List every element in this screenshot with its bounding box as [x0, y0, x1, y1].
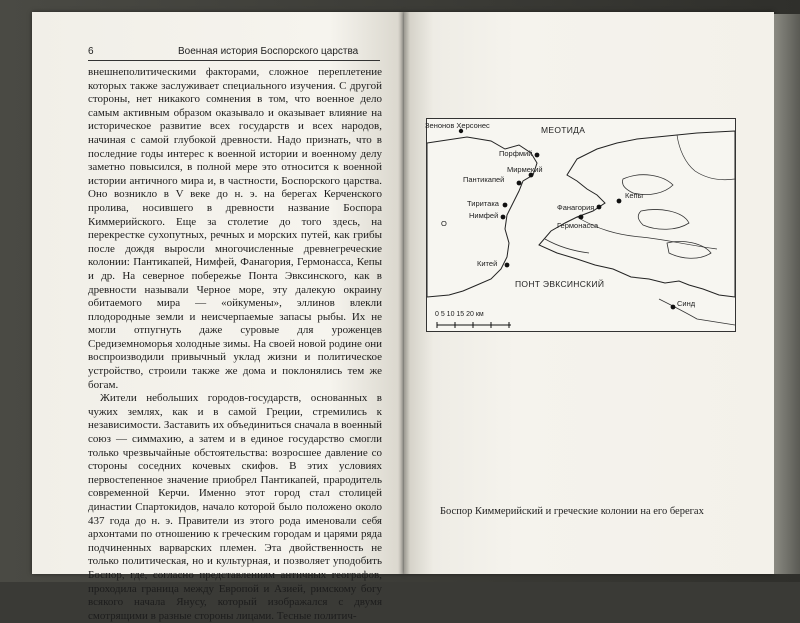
taman-peninsula-land: [539, 131, 735, 297]
city-dot-sind: [671, 305, 676, 310]
running-head: [88, 46, 380, 61]
body-text: [88, 66, 382, 623]
scale-label: 0 5 10 15 20 км: [435, 311, 484, 318]
book-gutter: [398, 12, 410, 574]
label-pantikapey: Пантикапей: [463, 175, 505, 184]
city-dot-porfmiy: [535, 153, 540, 158]
city-dot-pantikapey: [517, 181, 522, 186]
label-mirmekiy: Мирмекий: [507, 165, 543, 174]
city-dot-fanagoriya: [597, 205, 602, 210]
label-kitey: Китей: [477, 259, 498, 268]
city-dot-germonassa: [579, 215, 584, 220]
label-meotida: МЕОТИДА: [541, 125, 586, 135]
label-germonassa: Гермонасса: [557, 221, 599, 230]
label-sind: Синд: [677, 299, 696, 308]
label-tiritaka: Тиритака: [467, 199, 499, 208]
map: [426, 118, 736, 332]
sind-coast: [659, 299, 735, 325]
map-caption: Боспор Киммерийский и греческие колонии на его берегах: [440, 506, 704, 517]
page-edge-shadow: [774, 14, 800, 574]
label-pont: ПОНТ ЭВКСИНСКИЙ: [515, 279, 605, 289]
page-number: 6: [88, 46, 94, 57]
label-nimfey: Нимфей: [469, 211, 499, 220]
label-zenonov: Зенонов Херсонес: [425, 121, 490, 130]
running-title: Военная история Боспорского царства: [178, 46, 359, 57]
label-letter-o: О: [441, 219, 447, 228]
city-dot-kitey: [505, 263, 510, 268]
label-porfmiy: Порфмий: [499, 149, 533, 158]
city-dot-tiritaka: [503, 203, 508, 208]
paragraph: внешнеполитическими факторами, сложное переплетение которых также заслуживает специального изучения. С другой стороны, нет никакого сомнения в том, что военное дело самым активным образом оказывало и оказывает влияние на историческое развитие всех государств и всех народов, начиная с самой глубокой древности. Надо признать, что в последние годы интерес к военной истории и военному делу заметно повысился, в полной мере это относится к военной истории античного мира и, в частности, Боспорского царства. Оно возникло в V веке до н. э. на берегах Керченского пролива, носившего в древности название Боспора Киммерийского. Еще за столетие до того здесь, на перекрестке сухопутных, речных и морских путей, как грибы после дождя выросли многочисленные древнегреческие колонии: Пантикапей, Нимфей, Фанагория, Гермонасса, Кепы и др. На северное побережье Понта Эвксинского, как в древности называли Черное море, эту далекую окраину обитаемого мира — «ойкумены», эллинов влекли плодородные земли и неисчерпаемые запасы рыбы. Их не могли отпугнуть даже суровые для уроженцев Средиземноморья холодные зимы. На своей новой родине они воспроизводили привычный уклад жизни и политическое устройство, строили также же дома и поклонялись тем же богам.: [88, 66, 382, 391]
label-kepy: Кепы: [625, 191, 643, 200]
paragraph: Жители небольших городов-государств, основанных в чужих землях, как и в самой Греции, стремились к независимости. Заставить их объединиться сначала в военный союз — симмахию, а затем и в единое государство смогли только чрезвычайные обстоятельства: возросшее давление со стороны соседних кочевых скифов. В этих условиях первостепенное значение приобрел Пантикапей, прародитель современной Керчи. Именно этот город стал столицей династии Спартокидов, начало которой было положено около 437 года до н. э. Правители из этого рода именовали себя архонтами по отношению к греческим городам и царями ряда подчиненных варварских племен. Эта двойственность не только политическая, но и культурная, и позволяет уподобить Боспор, где, согласно представлениям античных географов, проходила граница между Европой и Азией, римскому богу всякого начала Янусу, который изображался с двумя смотрящими в разные стороны лицами. Тесные политич-: [88, 392, 382, 622]
label-fanagoriya: Фанагория: [557, 203, 595, 212]
city-dot-kepy: [617, 199, 622, 204]
city-dot-nimfey: [501, 215, 506, 220]
